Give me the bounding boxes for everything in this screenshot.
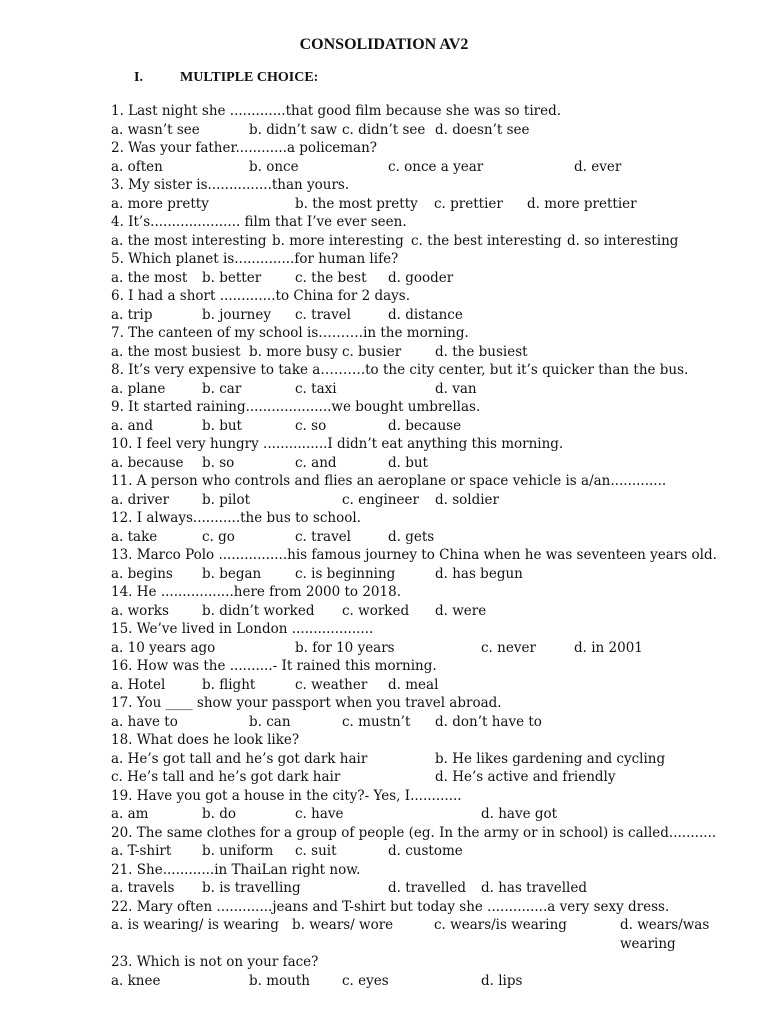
option: a. wasn’t see [111, 121, 200, 138]
question-text: 16. How was the ..........- It rained this morning. [111, 658, 437, 674]
options-row [111, 842, 751, 861]
option: c. go [202, 528, 235, 545]
option: a. driver [111, 491, 170, 508]
options-row [111, 916, 751, 952]
option: a. knee [111, 972, 161, 989]
option: d. wears/was wearing [620, 917, 710, 952]
option: a. the most [111, 269, 188, 286]
options-row [111, 306, 751, 325]
option: c. engineer [342, 491, 419, 508]
question-text: 6. I had a short .............to China for 2 days. [111, 288, 411, 304]
option: c. travel [295, 306, 352, 323]
option: d. meal [388, 676, 439, 693]
option: a. plane [111, 380, 166, 397]
question-text: 22. Mary often .............jeans and T-shirt but today she ..............a very sexy dress. [111, 898, 670, 915]
option: d. soldier [435, 491, 499, 508]
option: b. can [249, 713, 291, 730]
option: b. didn’t worked [202, 602, 315, 619]
question-text: 8. It’s very expensive to take a……….to the city center, but it’s quicker than the bus. [111, 362, 689, 378]
option: b. more interesting [272, 232, 404, 249]
option: c. so [295, 417, 327, 434]
option: b. uniform [202, 843, 274, 859]
option: a. more pretty [111, 195, 209, 212]
options-row [111, 639, 751, 658]
option: d. custome [388, 843, 463, 859]
option: c. suit [295, 843, 337, 859]
option: a. works [111, 602, 169, 619]
question-text: 7. The canteen of my school is……….in the morning. [111, 325, 469, 341]
option: d. gets [388, 528, 435, 545]
option: b. the most pretty [295, 195, 418, 212]
question-text: 18. What does he look like? [111, 732, 300, 748]
options-row [111, 676, 751, 695]
option: b. so [202, 454, 235, 471]
options-row [111, 972, 751, 991]
question-text: 10. I feel very hungry ...............I didn’t eat anything this morning. [111, 436, 564, 452]
option: b. is travelling [202, 880, 301, 896]
option: d. has begun [435, 565, 523, 582]
option: c. prettier [434, 195, 503, 212]
page-title: CONSOLIDATION AV2 [299, 36, 469, 53]
options-row [111, 602, 751, 621]
option: d. He’s active and friendly [435, 769, 616, 785]
option: d. so interesting [567, 232, 679, 249]
option: d. have got [481, 806, 558, 822]
option: b. better [202, 269, 262, 286]
question-text: 9. It started raining....................we bought umbrellas. [111, 399, 481, 415]
option: a. the most busiest [111, 343, 241, 360]
option: c. didn’t see [342, 121, 426, 138]
option: c. never [481, 639, 536, 656]
options-row [111, 454, 751, 473]
option: c. wears/is wearing [434, 917, 567, 933]
question-text: 14. He .................here from 2000 to 2018. [111, 584, 401, 600]
question-text: 4. It’s..................... film that I’ve ever seen. [111, 214, 407, 230]
options-row [111, 232, 751, 251]
option: c. the best [295, 269, 367, 286]
option: d. more prettier [527, 195, 637, 212]
options-row [111, 380, 751, 399]
option: b. but [202, 417, 242, 434]
option: b. wears/ wore [292, 917, 394, 933]
option: b. for 10 years [295, 639, 395, 656]
option: c. taxi [295, 380, 337, 397]
question-list [111, 102, 751, 990]
option: a. am [111, 806, 149, 822]
question-text: 3. My sister is...............than yours. [111, 177, 350, 193]
option: a. and [111, 417, 154, 434]
option: a. begins [111, 565, 173, 582]
option: d. because [388, 417, 462, 434]
option: d. gooder [388, 269, 454, 286]
option: a. 10 years ago [111, 639, 216, 656]
option: a. have to [111, 713, 178, 730]
option: b. flight [202, 676, 256, 693]
option: b. car [202, 380, 242, 397]
option: c. travel [295, 528, 352, 545]
option: d. the busiest [435, 343, 528, 360]
option: d. distance [388, 306, 463, 323]
options-row [111, 750, 751, 769]
option: c. eyes [342, 972, 389, 989]
options-row [111, 158, 751, 177]
question-text: 11. A person who controls and flies an aeroplane or space vehicle is a/an............. [111, 473, 667, 489]
option: a. take [111, 528, 158, 545]
option: d. but [388, 454, 428, 471]
option: c. have [295, 806, 344, 822]
option: c. weather [295, 676, 368, 693]
section-heading [134, 70, 318, 86]
options-row [111, 528, 751, 547]
option: b. do [202, 806, 236, 822]
option: d. ever [574, 158, 622, 175]
option: b. mouth [249, 972, 310, 989]
question-text: 1. Last night she .............that good film because she was so tired. [111, 103, 562, 119]
option: a. Hotel [111, 676, 166, 693]
option: a. the most interesting [111, 232, 267, 249]
option: d. in 2001 [574, 639, 643, 656]
options-row [111, 343, 751, 362]
option: c. worked [342, 602, 410, 619]
option: a. He’s got tall and he’s got dark hair [111, 750, 368, 767]
options-row [111, 805, 751, 824]
options-row [111, 713, 751, 732]
option: c. is beginning [295, 565, 396, 582]
options-row [111, 491, 751, 510]
option: c. He’s tall and he’s got dark hair [111, 769, 341, 785]
option: c. once a year [388, 158, 484, 175]
option: b. He likes gardening and cycling [435, 750, 666, 767]
question-text: 12. I always...........the bus to school. [111, 510, 361, 526]
option: d. van [435, 380, 477, 397]
options-row [111, 121, 751, 140]
option: c. busier [342, 343, 402, 360]
option: b. journey [202, 306, 271, 323]
option: d. has travelled [481, 880, 587, 896]
option: a. travels [111, 880, 175, 896]
option: b. more busy [249, 343, 338, 360]
option: c. mustn’t [342, 713, 411, 730]
question-text: 19. Have you got a house in the city?- Yes, I............ [111, 787, 462, 804]
question-text: 15. We’ve lived in London ................... [111, 621, 374, 637]
option: a. trip [111, 306, 153, 323]
question-text: 2. Was your father............a policeman? [111, 140, 378, 156]
option: c. and [295, 454, 337, 471]
question-text: 21. She............in ThaiLan right now. [111, 861, 361, 878]
option: d. doesn’t see [435, 121, 530, 138]
section-number: I. [134, 70, 143, 85]
question-text: 5. Which planet is..............for human life? [111, 251, 399, 267]
options-row [111, 565, 751, 584]
option: a. is wearing/ is wearing [111, 917, 279, 933]
option: d. travelled [388, 880, 467, 896]
option: b. once [249, 158, 299, 175]
options-row [111, 195, 751, 214]
options-row [111, 417, 751, 436]
option: a. because [111, 454, 184, 471]
option: d. lips [481, 972, 523, 989]
options-row-continuation [111, 935, 751, 954]
section-label: MULTIPLE CHOICE: [180, 70, 319, 85]
option: c. the best interesting [411, 232, 562, 249]
option: a. T-shirt [111, 843, 172, 859]
options-row [111, 768, 751, 787]
option: d. were [435, 602, 487, 619]
option: b. pilot [202, 491, 251, 508]
option: b. didn’t saw [249, 121, 338, 138]
options-row [111, 879, 751, 898]
question-text: 13. Marco Polo ................his famous journey to China when he was seventeen years old. [111, 547, 717, 563]
option: a. often [111, 158, 163, 175]
option: d. don’t have to [435, 713, 542, 730]
question-text: 23. Which is not on your face? [111, 954, 319, 970]
options-row [111, 269, 751, 288]
question-text: 20. The same clothes for a group of people (eg. In the army or in school) is called........... [111, 824, 717, 841]
question-text: 17. You ____ show your passport when you travel abroad. [111, 695, 502, 711]
option: b. began [202, 565, 262, 582]
